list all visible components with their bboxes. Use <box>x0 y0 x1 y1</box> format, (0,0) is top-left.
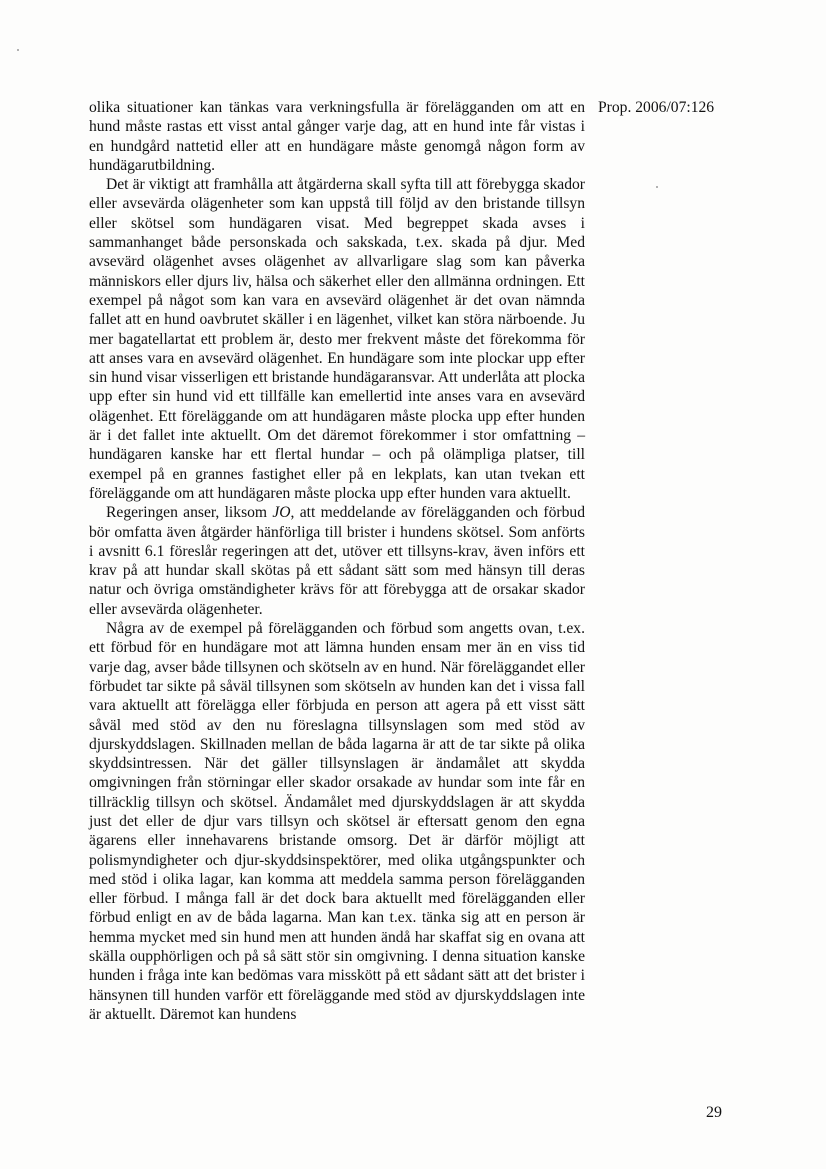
paragraph: olika situationer kan tänkas vara verkningsfulla är förelägganden om att en hund måste rastas ett visst antal gånger varje dag, att en hund inte får vistas i en hundgård nattetid eller att en hundägare måste genomgå någon form av hundägarutbildning. <box>89 99 585 174</box>
scan-speck <box>17 49 19 51</box>
paragraph: Några av de exempel på förelägganden och förbud som angetts ovan, t.ex. ett förbud för en hundägare mot att lämna hunden ensam mer än en viss tid varje dag, avser både tillsynen och skötseln av en hund. När föreläggandet eller förbudet tar sikte på såväl tillsynen som skötseln av hunden kan det i vissa fall vara aktuellt att förelägga eller förbjuda en person att agera på ett visst sätt såväl med stöd av den nu föreslagna tillsynslagen som med stöd av djurskyddslagen. Skillnaden mellan de båda lagarna är att de tar sikte på olika skyddsintressen. När det gäller tillsynslagen är ändamålet att skydda omgivningen från störningar eller skador orsakade av hundar som inte får en tillräcklig tillsyn och skötsel. Ändamålet med djurskyddslagen är att skydda just det eller de djur vars tillsyn och skötsel är eftersatt genom den egna ägarens eller innehavarens bristande omsorg. Det är därför möjligt att polismyndigheter och djur-skyddsinspektörer, med olika utgångspunkter och med stöd i olika lagar, kan komma att meddela samma person förelägganden eller förbud. I många fall är det dock bara aktuellt med förelägganden eller förbud enligt en av de båda lagarna. Man kan t.ex. tänka sig att en person är hemma mycket med sin hund men att hunden ändå har skaffat sig en ovana att skälla oupphörligen och på så sätt stör sin omgivning. I denna situation kanske hunden i fråga inte kan bedömas vara misskött på ett sådant sätt att det brister i hänsynen till hunden varför ett föreläggande med stöd av djurskyddslagen inte är aktuellt. Däremot kan hundens <box>89 620 585 1023</box>
paragraph-text: , att meddelande av förelägganden och förbud bör omfatta även åtgärder hänförliga till brister i hundens skötsel. Som anförts i avsnitt 6.1 föreslår regeringen att det, utöver ett tillsyns-krav, även införs ett krav på att hundar skall skötas på ett sådant sätt som med hänsyn till deras natur och övriga omständigheter krävs för att förebygga att de orsakar skador eller avsevärda olägenheter. <box>89 504 585 618</box>
body-text <box>89 98 585 1024</box>
paragraph: Det är viktigt att framhålla att åtgärderna skall syfta till att förebygga skador eller avsevärda olägenheter som kan uppstå till följd av den bristande tillsyn eller skötsel som hundägaren visat. Med begreppet skada avses i sammanhanget både personskada och sakskada, t.ex. skada på djur. Med avsevärd olägenhet avses olägenhet av allvarligare slag som kan påverka människors eller djurs liv, hälsa och säkerhet eller den allmänna ordningen. Ett exempel på något som kan vara en avsevärd olägenhet är det ovan nämnda fallet att en hund oavbrutet skäller i en lägenhet, vilket kan störa närboende. Ju mer bagatellartat ett problem är, desto mer frekvent måste det förekomma för att anses vara en avsevärd olägenhet. En hundägare som inte plockar upp efter sin hund visar visserligen ett bristande hundägaransvar. Att underlåta att plocka upp efter sin hund vid ett tillfälle kan emellertid inte anses vara en avsevärd olägenhet. Ett föreläggande om att hundägaren måste plocka upp efter hunden är i det fallet inte aktuellt. Om det däremot förekommer i stor omfattning – hundägaren kanske har ett flertal hundar – och på olämpliga platser, till exempel på en grannes fastighet eller på en lekplats, kan utan tvekan ett föreläggande om att hundägaren måste plocka upp efter hunden vara aktuellt. <box>89 176 585 502</box>
proposition-reference: Prop. 2006/07:126 <box>598 99 715 116</box>
jo-abbreviation: JO <box>272 504 291 522</box>
page-number: 29 <box>706 1104 722 1121</box>
paragraph <box>89 503 585 619</box>
paragraph-text: Regeringen anser, liksom <box>106 504 273 522</box>
scan-speck <box>656 186 658 188</box>
